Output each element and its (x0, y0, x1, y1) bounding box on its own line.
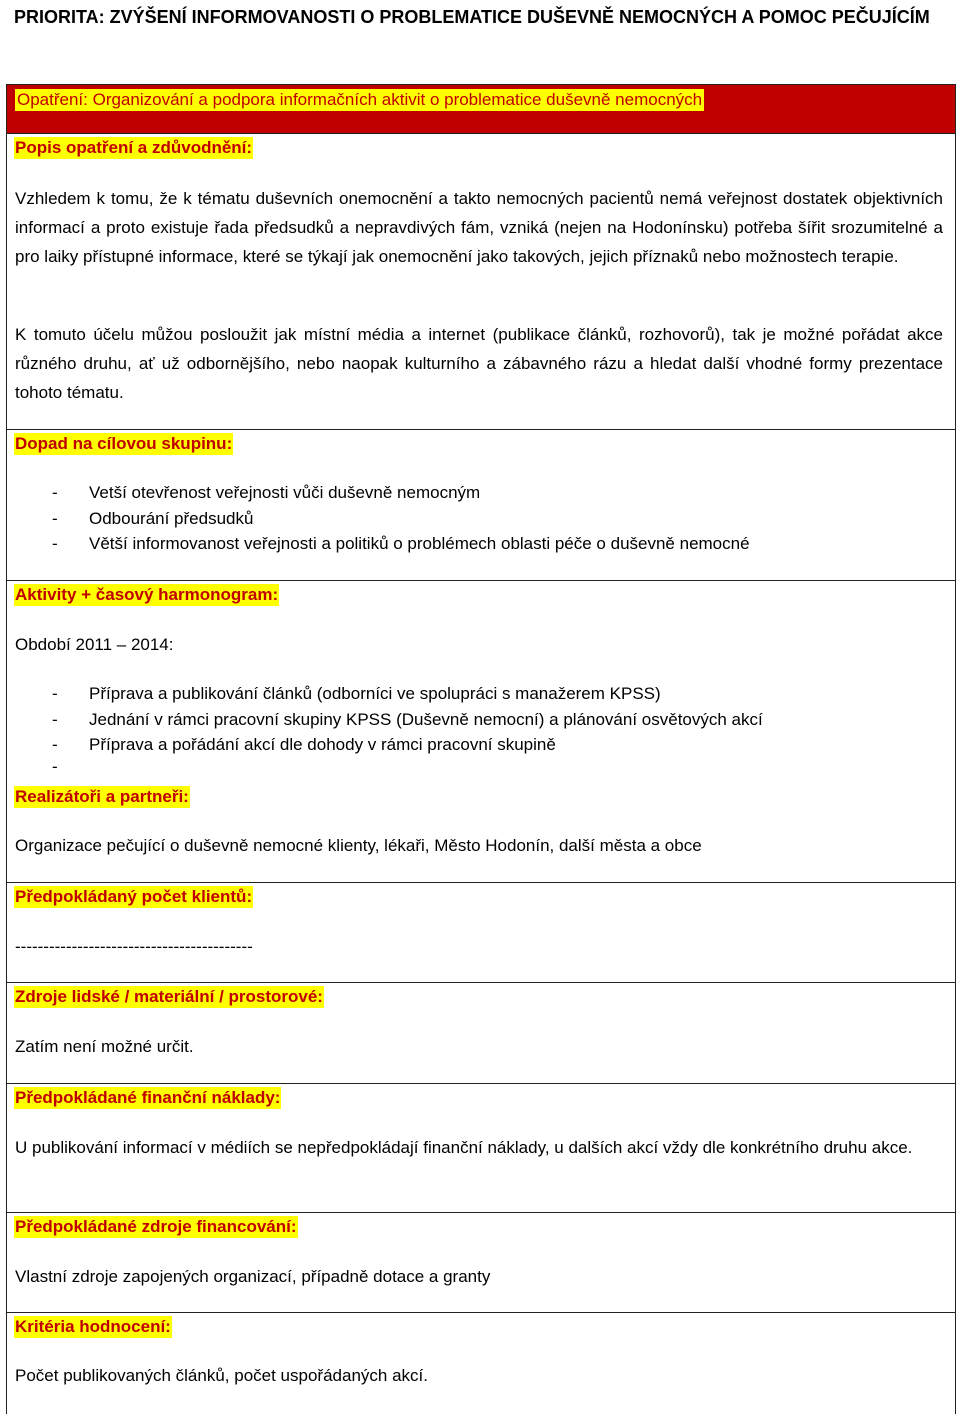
list-item: - Příprava a publikování článků (odborníci ve spolupráci s manažerem KPSS) (52, 684, 661, 703)
row-divider (6, 1083, 956, 1084)
impact-heading: Dopad na cílovou skupinu: (15, 434, 233, 453)
page-title: PRIORITA: ZVÝŠENÍ INFORMOVANOSTI O PROBLEMATICE DUŠEVNĚ NEMOCNÝCH A POMOC PEČUJÍCÍM (14, 7, 930, 27)
costs-text: U publikování informací v médiích se nepředpokládají finanční náklady, u dalších akcí vždy dle konkrétního druhu akce. (15, 1138, 913, 1157)
criteria-text: Počet publikovaných článků, počet uspořádaných akcí. (15, 1366, 428, 1385)
activities-period: Období 2011 – 2014: (15, 635, 174, 654)
implementers-heading: Realizátoři a partneři: (15, 787, 189, 806)
row-divider (6, 882, 956, 883)
measure-banner (7, 85, 955, 133)
criteria-heading: Kritéria hodnocení: (15, 1317, 171, 1336)
list-item: - Větší informovanost veřejnosti a politiků o problémech oblasti péče o duševně nemocné (52, 534, 750, 553)
row-divider (6, 580, 956, 581)
row-divider (6, 1212, 956, 1213)
description-paragraph-2: K tomuto účelu můžou posloužit jak místní média a internet (publikace článků, rozhovorů), tak je možné pořádat akce různého druhu, ať už odbornějšího, nebo naopak kulturního a zábavného rázu a hledat další vhodné formy prezentace tohoto tématu. (15, 325, 943, 402)
row-divider (6, 982, 956, 983)
funding-text: Vlastní zdroje zapojených organizací, případně dotace a granty (15, 1267, 491, 1286)
clients-text: ------------------------------------------ (15, 937, 253, 956)
measure-title: Opatření: Organizování a podpora informačních aktivit o problematice duševně nemocných (17, 90, 703, 109)
description-paragraph-1: Vzhledem k tomu, že k tématu duševních onemocnění a takto nemocných pacientů nemá veřejnost dostatek objektivních informací a proto existuje řada předsudků a nepravdivých fám, vzniká (nejen na Hodonínsku) potřeba šířit srozumitelné a pro laiky přístupné informace, které se týkají jak onemocnění jako takových, jejich příznaků nebo možnostech terapie. (15, 189, 943, 266)
costs-heading: Předpokládané finanční náklady: (15, 1088, 281, 1107)
list-item: - Odbourání předsudků (52, 508, 254, 528)
activities-heading: Aktivity + časový harmonogram: (15, 585, 279, 604)
implementers-text: Organizace pečující o duševně nemocné klienty, lékaři, Město Hodonín, další města a obce (15, 836, 702, 855)
clients-heading: Předpokládaný počet klientů: (15, 887, 253, 906)
activities-list: - Příprava a publikování článků (odborníci ve spolupráci s manažerem KPSS) - Jednání v rámci pracovní skupiny KPSS (Duševně nemocní) a plánování osvětových akcí - Příprava a pořádání akcí dle dohody v rámci pracovní skupině - (0, 681, 950, 758)
list-item: - Příprava a pořádání akcí dle dohody v rámci pracovní skupině (52, 735, 556, 754)
description-heading: Popis opatření a zdůvodnění: (15, 138, 253, 157)
row-divider (6, 429, 956, 430)
funding-heading: Předpokládané zdroje financování: (15, 1217, 297, 1236)
row-divider (6, 133, 956, 134)
list-item: - Vetší otevřenost veřejnosti vůči duševně nemocným (52, 483, 481, 502)
resources-heading: Zdroje lidské / materiální / prostorové: (15, 987, 323, 1006)
list-item: - Jednání v rámci pracovní skupiny KPSS (Duševně nemocní) a plánování osvětových akcí (52, 709, 763, 729)
row-divider (6, 1312, 956, 1313)
impact-list (0, 480, 950, 557)
resources-text: Zatím není možné určit. (15, 1037, 194, 1056)
